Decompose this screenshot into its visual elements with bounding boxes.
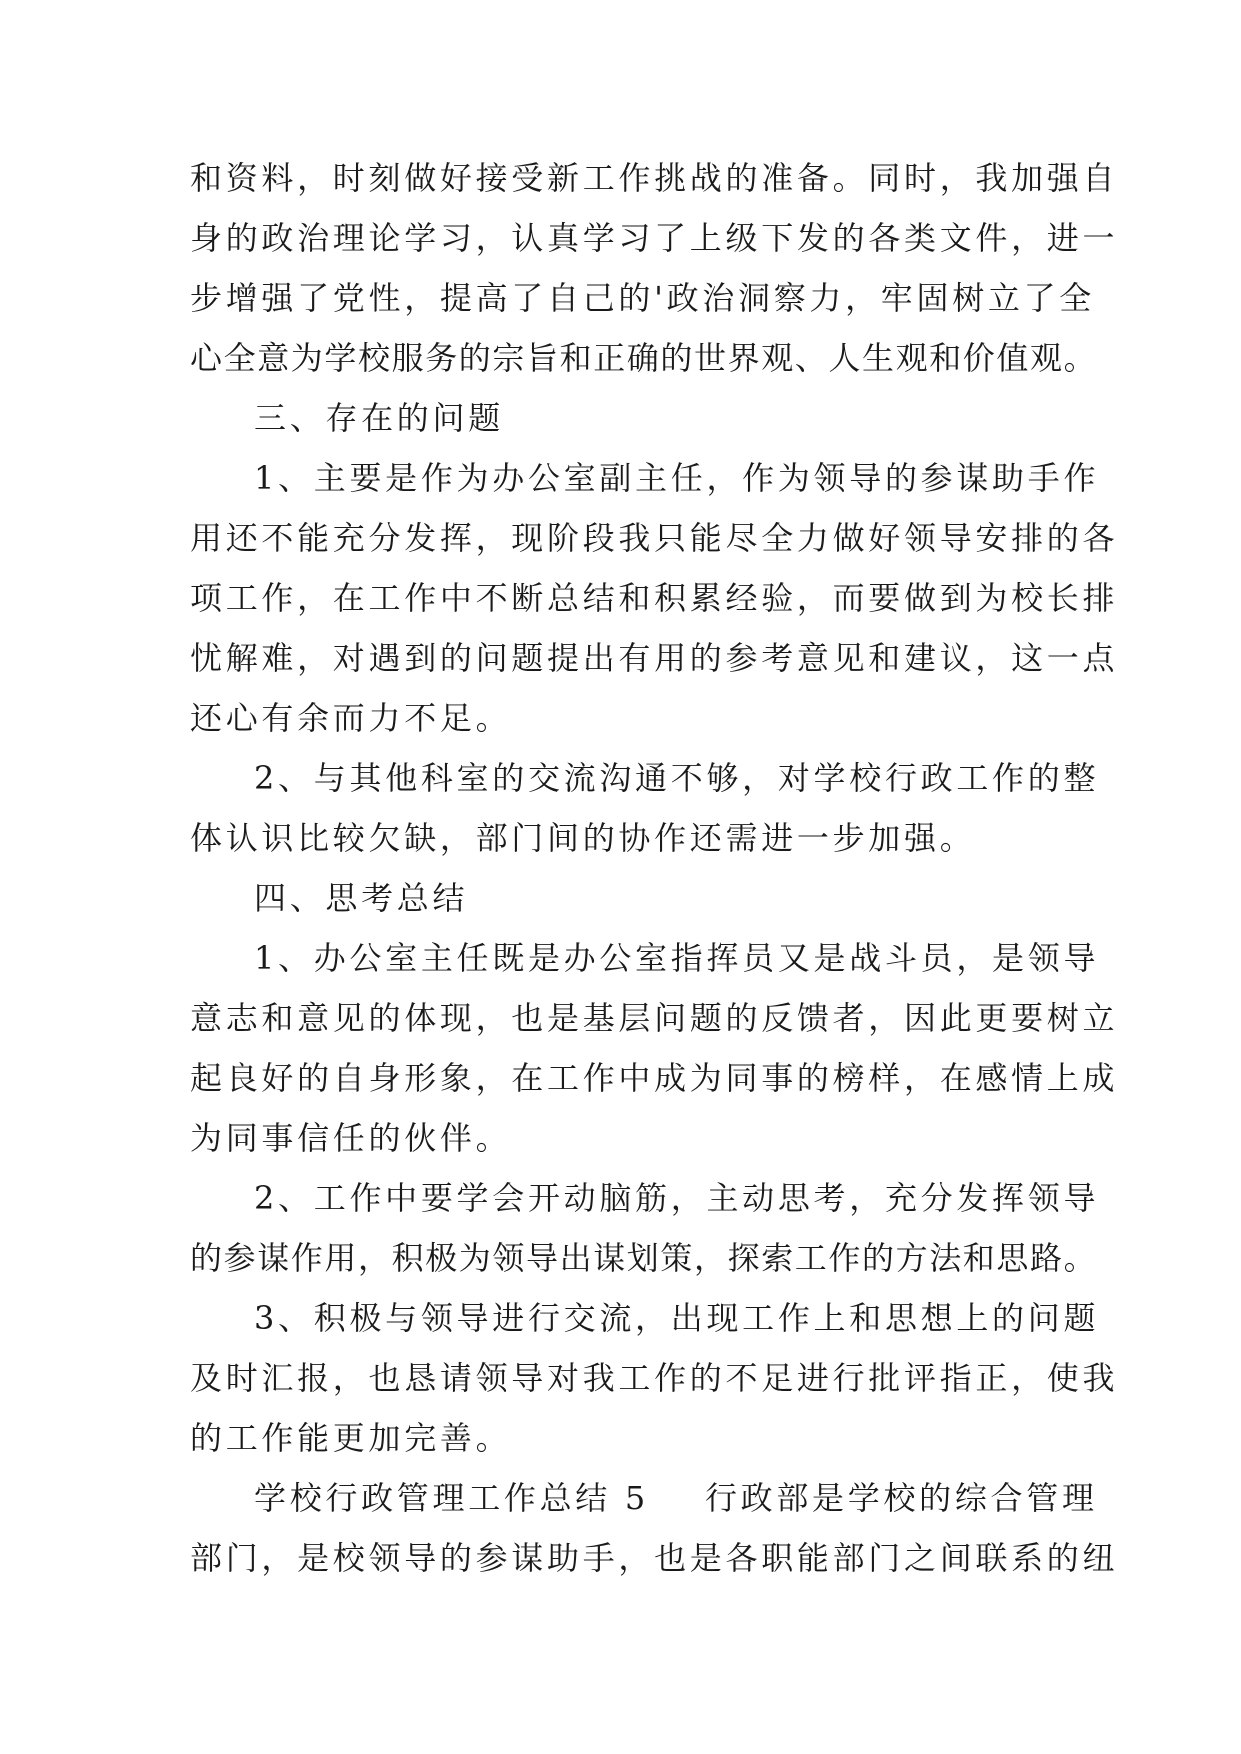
article-title-line [190,1468,1098,1528]
section-heading-reflection: 四、思考总结 [254,879,469,917]
paragraph-line: 1、办公室主任既是办公室指挥员又是战斗员，是领导 [254,939,1100,977]
paragraph-line: 1、主要是作为办公室副主任，作为领导的参谋助手作 [254,459,1100,497]
paragraph-line: 忧解难，对遇到的问题提出有用的参考意见和建议，这一点 [190,639,1119,677]
paragraph-line: 用还不能充分发挥，现阶段我只能尽全力做好领导安排的各 [190,519,1119,557]
paragraph-line: 的参谋作用，积极为领导出谋划策，探索工作的方法和思路。 [190,1239,1098,1277]
paragraph-line: 身的政治理论学习，认真学习了上级下发的各类文件，进一 [190,219,1119,257]
document-body [190,148,1119,1588]
paragraph-line: 还心有余而力不足。 [190,699,512,737]
article-title: 学校行政管理工作总结 5 [254,1479,649,1517]
paragraph-line: 的工作能更加完善。 [190,1419,512,1457]
paragraph-line: 起良好的自身形象，在工作中成为同事的榜样，在感情上成 [190,1059,1119,1097]
section-heading-problems: 三、存在的问题 [254,399,504,437]
paragraph-line: 部门，是校领导的参谋助手，也是各职能部门之间联系的纽 [190,1539,1119,1577]
paragraph-line: 及时汇报，也恳请领导对我工作的不足进行批评指正，使我 [190,1359,1119,1397]
paragraph-line: 项工作，在工作中不断总结和积累经验，而要做到为校长排 [190,579,1119,617]
paragraph-line: 2、与其他科室的交流沟通不够，对学校行政工作的整 [254,759,1100,797]
paragraph-line: 为同事信任的伙伴。 [190,1119,512,1157]
article-lead-text: 行政部是学校的综合管理 [704,1479,1098,1517]
paragraph-line: 2、工作中要学会开动脑筋，主动思考，充分发挥领导 [254,1179,1100,1217]
paragraph-line: 意志和意见的体现，也是基层问题的反馈者，因此更要树立 [190,999,1119,1037]
paragraph-line: 体认识比较欠缺，部门间的协作还需进一步加强。 [190,819,976,857]
paragraph-line: 3、积极与领导进行交流，出现工作上和思想上的问题 [254,1299,1100,1337]
paragraph-line: 步增强了党性，提高了自己的'政治洞察力，牢固树立了全 [190,279,1095,317]
paragraph-line: 心全意为学校服务的宗旨和正确的世界观、人生观和价值观。 [190,339,1098,377]
paragraph-line: 和资料，时刻做好接受新工作挑战的准备。同时，我加强自 [190,159,1119,197]
